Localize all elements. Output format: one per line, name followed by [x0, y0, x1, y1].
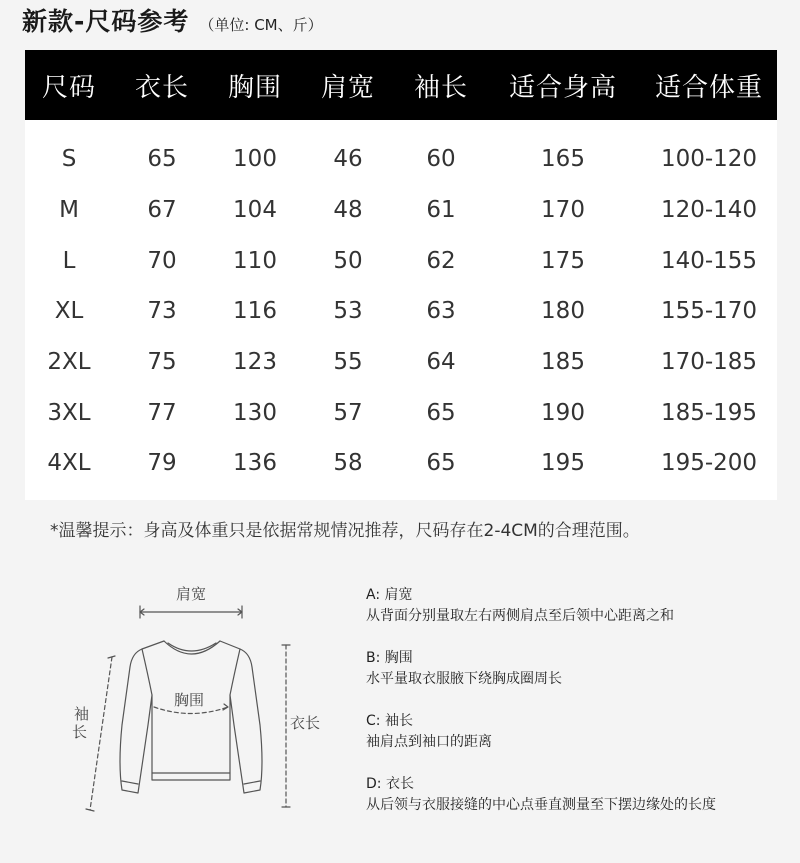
- cell-chest: 100: [233, 146, 277, 173]
- cell-shoulder: 46: [333, 146, 363, 173]
- cell-shoulder: 50: [333, 247, 363, 274]
- table-body: [25, 120, 777, 489]
- header-shoulder: 肩宽: [320, 72, 375, 103]
- cell-weight: 155-170: [660, 298, 758, 325]
- header-size: 尺码: [41, 72, 96, 103]
- definition-item: [366, 585, 786, 627]
- cell-sleeve: 62: [426, 247, 456, 274]
- cell-size: 4XL: [47, 450, 91, 477]
- cell-shoulder: 58: [333, 450, 363, 477]
- cell-height: 170: [541, 197, 585, 224]
- cell-sleeve: 65: [426, 399, 456, 426]
- header-length: 衣长: [134, 72, 189, 103]
- cell-chest: 116: [233, 298, 277, 325]
- cell-length: 77: [147, 399, 177, 426]
- sleeve-length-label-2: 长: [72, 723, 88, 741]
- definition-desc: 水平量取衣服腋下绕胸成圈周长: [366, 671, 562, 687]
- cell-length: 79: [147, 450, 177, 477]
- unit-note: （单位: CM、斤）: [199, 16, 323, 34]
- definition-desc: 袖肩点到袖口的距离: [366, 734, 492, 750]
- header-height: 适合身高: [508, 72, 617, 103]
- definition-item: [366, 648, 786, 690]
- measurement-definitions: [366, 585, 786, 837]
- definition-item: [366, 774, 786, 816]
- definition-item: [366, 711, 786, 753]
- chest-label: 胸围: [174, 691, 205, 709]
- cell-height: 180: [541, 298, 585, 325]
- table-row: [25, 235, 777, 286]
- table-row: [25, 337, 777, 388]
- cell-size: M: [59, 197, 79, 224]
- cell-length: 65: [147, 146, 177, 173]
- table-row: [25, 387, 777, 438]
- header-weight: 适合体重: [654, 72, 763, 103]
- cell-weight: 170-185: [660, 349, 758, 376]
- definition-desc: 从后领与衣服接缝的中心点垂直测量至下摆边缘处的长度: [366, 797, 716, 813]
- cell-chest: 136: [233, 450, 277, 477]
- cell-length: 67: [147, 197, 177, 224]
- sweatshirt-illustration: [60, 575, 350, 825]
- cell-chest: 104: [233, 197, 277, 224]
- shoulder-width-label: 肩宽: [176, 585, 207, 603]
- cell-size: 3XL: [47, 399, 91, 426]
- cell-weight: 195-200: [660, 450, 758, 477]
- page-header: [22, 2, 323, 38]
- cell-sleeve: 64: [426, 349, 456, 376]
- definition-key: A: 肩宽: [366, 587, 413, 603]
- definition-desc: 从背面分别量取左右两侧肩点至后领中心距离之和: [366, 608, 674, 624]
- page-title: 新款-尺码参考: [22, 7, 190, 36]
- measurement-diagram: [60, 575, 350, 825]
- cell-size: S: [61, 146, 77, 173]
- cell-length: 73: [147, 298, 177, 325]
- cell-weight: 185-195: [660, 399, 758, 426]
- cell-height: 175: [541, 247, 585, 274]
- cell-size: L: [62, 247, 76, 274]
- cell-weight: 100-120: [660, 146, 758, 173]
- cell-sleeve: 63: [426, 298, 456, 325]
- definition-key: B: 胸围: [366, 650, 413, 666]
- cell-chest: 130: [233, 399, 277, 426]
- cell-length: 70: [147, 247, 177, 274]
- cell-shoulder: 57: [333, 399, 363, 426]
- table-row: [25, 286, 777, 337]
- cell-length: 75: [147, 349, 177, 376]
- cell-chest: 123: [233, 349, 277, 376]
- size-tip: *温馨提示：身高及体重只是依据常规情况推荐，尺码存在2-4CM的合理范围。: [50, 521, 640, 541]
- header-sleeve: 袖长: [413, 72, 468, 103]
- cell-sleeve: 60: [426, 146, 456, 173]
- cell-shoulder: 53: [333, 298, 363, 325]
- cell-height: 190: [541, 399, 585, 426]
- cell-sleeve: 61: [426, 197, 456, 224]
- cell-size: XL: [54, 298, 84, 325]
- table-row: [25, 185, 777, 236]
- cell-shoulder: 48: [333, 197, 363, 224]
- sleeve-length-label-1: 袖: [74, 705, 90, 723]
- cell-height: 185: [541, 349, 585, 376]
- cell-shoulder: 55: [333, 349, 363, 376]
- size-table: [25, 50, 777, 500]
- definition-key: D: 衣长: [366, 776, 414, 792]
- header-chest: 胸围: [227, 72, 282, 103]
- table-header-row: [25, 50, 777, 120]
- cell-size: 2XL: [47, 349, 91, 376]
- body-length-label: 衣长: [290, 714, 321, 732]
- cell-height: 195: [541, 450, 585, 477]
- table-row: [25, 438, 777, 489]
- definition-key: C: 袖长: [366, 713, 413, 729]
- cell-chest: 110: [233, 247, 277, 274]
- cell-height: 165: [541, 146, 585, 173]
- cell-sleeve: 65: [426, 450, 456, 477]
- cell-weight: 120-140: [660, 197, 758, 224]
- cell-weight: 140-155: [660, 247, 758, 274]
- table-row: [25, 134, 777, 185]
